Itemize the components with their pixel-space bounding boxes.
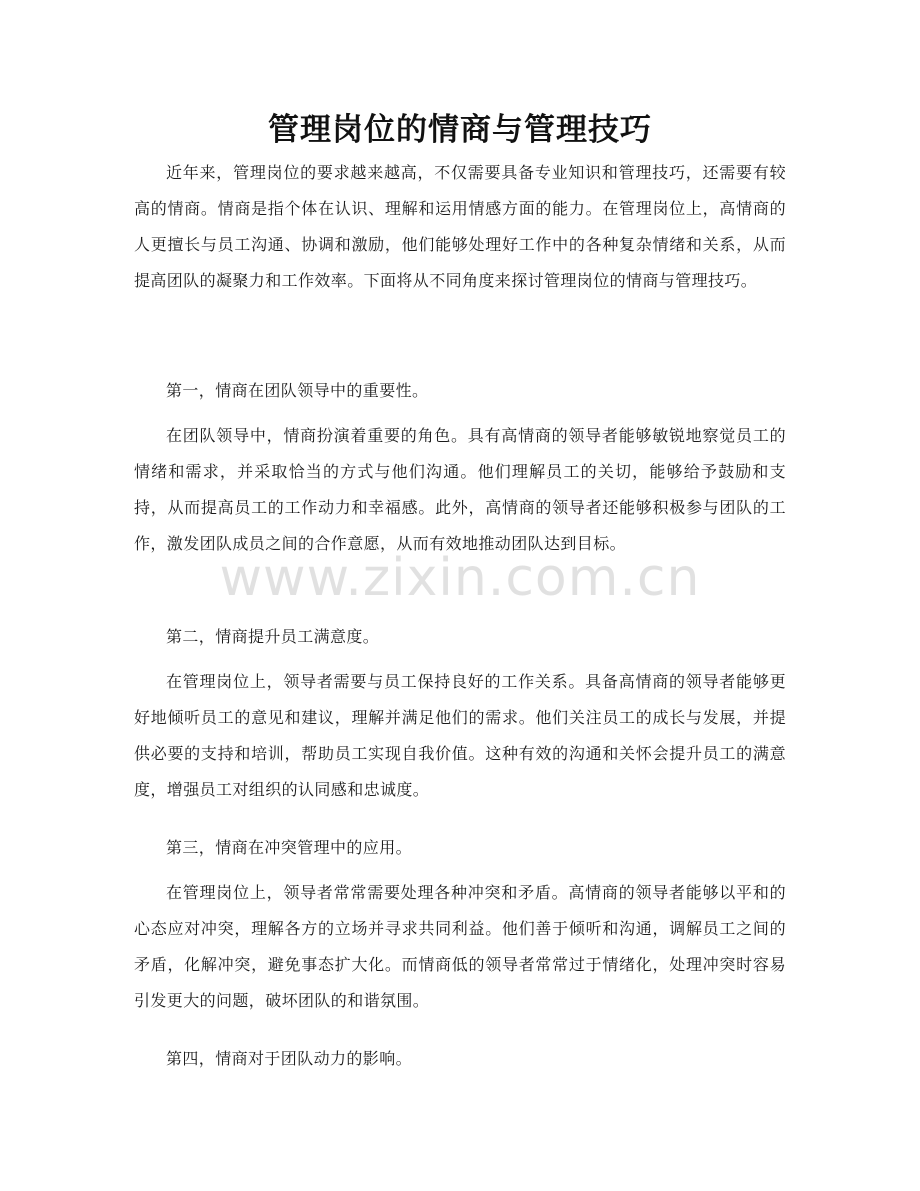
- paragraph-team-leadership: 在团队领导中，情商扮演着重要的角色。具有高情商的领导者能够敏锐地察觉员工的情绪和需求，并采取恰当的方式与他们沟通。他们理解员工的关切，能够给予鼓励和支持，从而提高员工的工作动力和幸福感。此外，高情商的领导者还能够积极参与团队的工作，激发团队成员之间的合作意愿，从而有效地推动团队达到目标。: [134, 426, 786, 553]
- paragraph-employee-satisfaction: 在管理岗位上，领导者需要与员工保持良好的工作关系。具备高情商的领导者能够更好地倾听员工的意见和建议，理解并满足他们的需求。他们关注员工的成长与发展，并提供必要的支持和培训，帮助员工实现自我价值。这种有效的沟通和关怀会提升员工的满意度，增强员工对组织的认同感和忠诚度。: [134, 672, 786, 799]
- section-heading-4: 第四，情商对于团队动力的影响。: [166, 1049, 413, 1068]
- watermark: www.zixin.com.cn: [219, 548, 701, 608]
- page-title: 管理岗位的情商与管理技巧: [268, 112, 652, 148]
- paragraph-conflict-management: 在管理岗位上，领导者常常需要处理各种冲突和矛盾。高情商的领导者能够以平和的心态应对冲突，理解各方的立场并寻求共同利益。他们善于倾听和沟通，调解员工之间的矛盾，化解冲突，避免事态扩大化。而情商低的领导者常常过于情绪化，处理冲突时容易引发更大的问题，破坏团队的和谐氛围。: [134, 883, 786, 1010]
- section-heading-3: 第三，情商在冲突管理中的应用。: [166, 838, 413, 857]
- section-heading-1: 第一，情商在团队领导中的重要性。: [166, 381, 429, 400]
- paragraph-intro: 近年来，管理岗位的要求越来越高，不仅需要具备专业知识和管理技巧，还需要有较高的情商。情商是指个体在认识、理解和运用情感方面的能力。在管理岗位上，高情商的人更擅长与员工沟通、协调和激励，他们能够处理好工作中的各种复杂情绪和关系，从而提高团队的凝聚力和工作效率。下面将从不同角度来探讨管理岗位的情商与管理技巧。: [134, 163, 786, 290]
- section-heading-2: 第二，情商提升员工满意度。: [166, 627, 380, 646]
